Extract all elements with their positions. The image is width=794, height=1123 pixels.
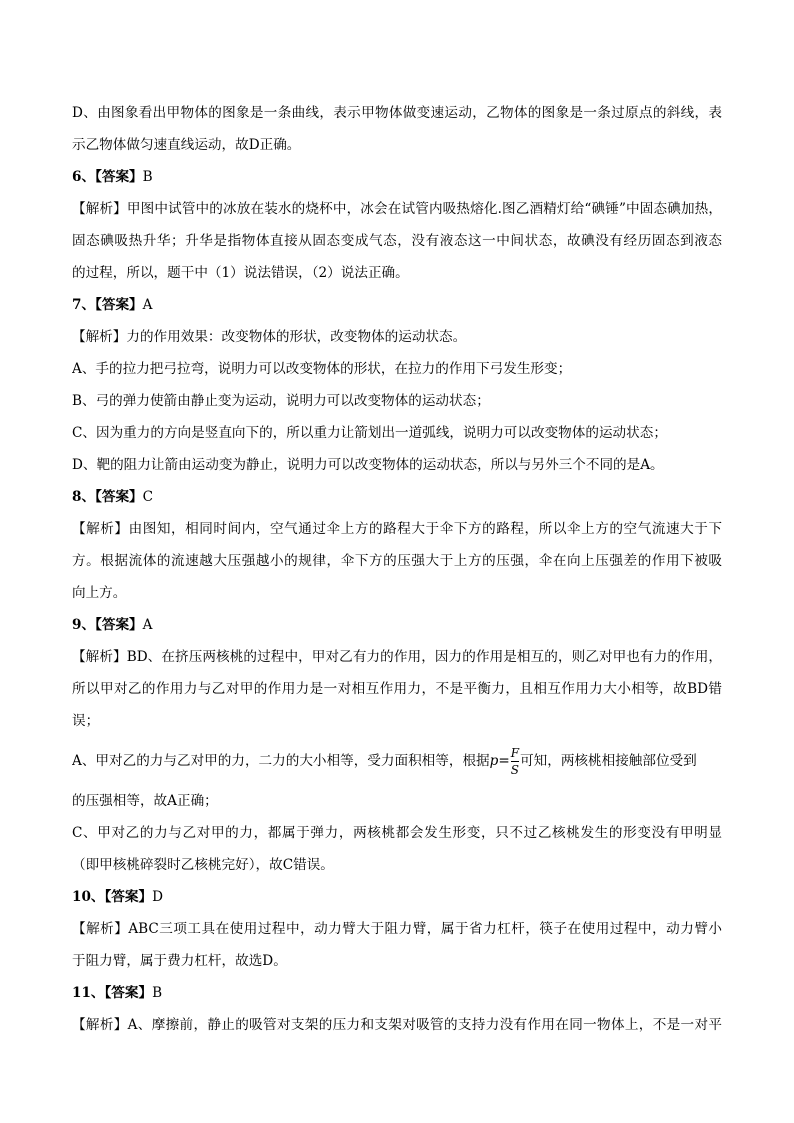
- analysis-line: 【解析】甲图中试管中的冰放在装水的烧杯中，冰会在试管内吸热熔化.图乙酒精灯给“碘锤”中固态碘加热，: [72, 201, 722, 217]
- analysis-line: B、弓的弹力使箭由静止变为运动，说明力可以改变物体的运动状态；: [72, 393, 490, 409]
- text-line: 示乙物体做匀速直线运动，故D正确。: [72, 137, 301, 153]
- answer-heading-7: 7、【答案】A: [72, 297, 153, 313]
- analysis-line: 的过程，所以，题干中（1）说法错误，（2）说法正确。: [72, 265, 409, 281]
- analysis-line: 固态碘吸热升华；升华是指物体直接从固态变成气态，没有液态这一中间状态，故碘没有经历固态到液态: [72, 233, 722, 249]
- answer-heading-8: 8、【答案】C: [72, 489, 154, 505]
- formula-pressure-symbol: p: [489, 753, 499, 769]
- analysis-line: 误；: [72, 713, 100, 729]
- analysis-line: C、甲对乙的力与乙对甲的力，都属于弹力，两核桃都会发生形变，只不过乙核桃发生的形变没有甲明显: [72, 825, 722, 841]
- answer-heading-11: 11、【答案】B: [72, 985, 163, 1001]
- formula-denominator: S: [510, 763, 519, 777]
- answer-heading-6: 6、【答案】B: [72, 169, 153, 185]
- analysis-line: 【解析】由图知，相同时间内，空气通过伞上方的路程大于伞下方的路程，所以伞上方的空气流速大于下: [72, 521, 722, 537]
- analysis-line: 方。根据流体的流速越大压强越小的规律，伞下方的压强大于上方的压强，伞在向上压强差的作用下被吸: [72, 553, 722, 569]
- formula-numerator: F: [510, 746, 520, 760]
- analysis-line: 的压强相等，故A正确；: [72, 793, 218, 809]
- analysis-line: 【解析】ABC三项工具在使用过程中，动力臂大于阻力臂，属于省力杠杆，筷子在使用过程中，动力臂小: [72, 921, 722, 937]
- answer-heading-10: 10、【答案】D: [72, 889, 163, 905]
- analysis-line: 于阻力臂，属于费力杠杆，故选D。: [72, 953, 287, 969]
- pressure-formula-fraction: [511, 746, 519, 777]
- text-line: D、由图象看出甲物体的图象是一条曲线，表示甲物体做变速运动，乙物体的图象是一条过原点的斜线，表: [72, 105, 722, 121]
- analysis-line: （即甲核桃碎裂时乙核桃完好），故C错误。: [72, 857, 334, 873]
- analysis-line-with-formula: A、甲对乙的力与乙对甲的力，二力的大小相等，受力面积相等，根据p= $\frac{F}{S}$ 可知，两核桃相接触部位受到: [72, 746, 697, 777]
- analysis-line: C、因为重力的方向是竖直向下的，所以重力让箭划出一道弧线，说明力可以改变物体的运动状态；: [72, 425, 667, 441]
- analysis-line: 向上方。: [72, 585, 127, 601]
- formula-equals: =: [498, 753, 510, 769]
- answer-heading-9: 9、【答案】A: [72, 617, 153, 633]
- analysis-line: A、手的拉力把弓拉弯，说明力可以改变物体的形状，在拉力的作用下弓发生形变；: [72, 361, 572, 377]
- analysis-line: 【解析】A、摩擦前，静止的吸管对支架的压力和支架对吸管的支持力没有作用在同一物体上，不是一对平: [72, 1017, 722, 1033]
- analysis-line: 【解析】BD、在挤压两核桃的过程中，甲对乙有力的作用，因力的作用是相互的，则乙对甲也有力的作用，: [72, 649, 722, 665]
- analysis-line: D、靶的阻力让箭由运动变为静止，说明力可以改变物体的运动状态，所以与另外三个不同的是A。: [72, 457, 664, 473]
- analysis-line: 所以甲对乙的作用力与乙对甲的作用力是一对相互作用力，不是平衡力，且相互作用力大小相等，故BD错: [72, 681, 722, 697]
- analysis-line: 【解析】力的作用效果：改变物体的形状，改变物体的运动状态。: [72, 329, 467, 345]
